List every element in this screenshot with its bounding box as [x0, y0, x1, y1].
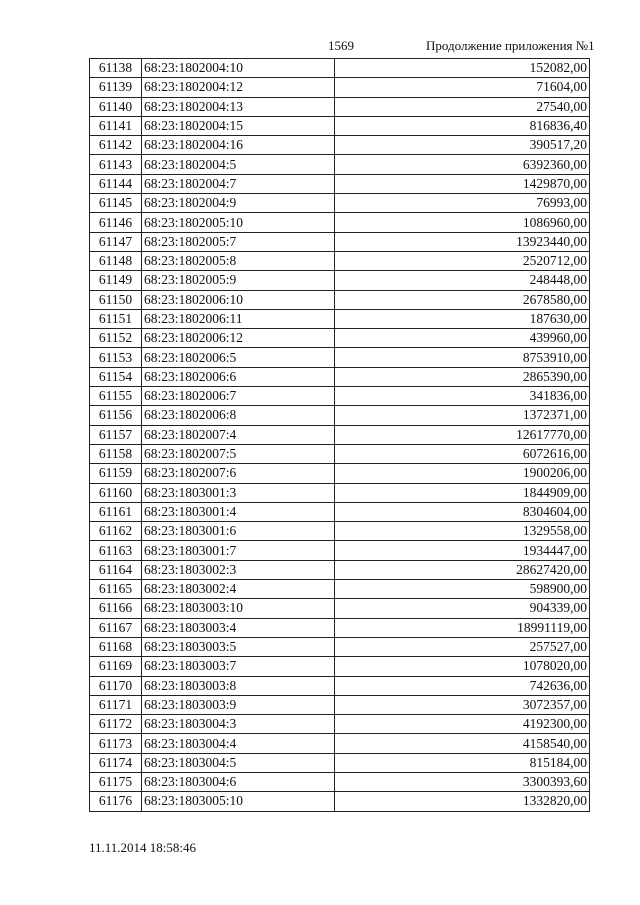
table-row — [90, 136, 590, 155]
row-number-cell: 61171 — [90, 695, 142, 714]
cadastral-value-cell: 6072616,00 — [335, 444, 590, 463]
cadastral-value-cell: 1086960,00 — [335, 213, 590, 232]
table-body — [90, 59, 590, 812]
cadastral-value-cell: 248448,00 — [335, 271, 590, 290]
row-number-cell: 61143 — [90, 155, 142, 174]
cadastral-value-cell: 28627420,00 — [335, 560, 590, 579]
table-row — [90, 406, 590, 425]
cadastral-value-cell: 1329558,00 — [335, 522, 590, 541]
row-number-cell: 61164 — [90, 560, 142, 579]
cadastral-number-cell: 68:23:1802006:12 — [142, 329, 335, 348]
table-row — [90, 541, 590, 560]
table-row — [90, 367, 590, 386]
cadastral-number-cell: 68:23:1802005:8 — [142, 251, 335, 270]
cadastral-value-cell: 152082,00 — [335, 59, 590, 78]
cadastral-number-cell: 68:23:1803004:4 — [142, 734, 335, 753]
row-number-cell: 61166 — [90, 599, 142, 618]
row-number-cell: 61151 — [90, 309, 142, 328]
cadastral-number-cell: 68:23:1802006:6 — [142, 367, 335, 386]
cadastral-number-cell: 68:23:1803001:7 — [142, 541, 335, 560]
row-number-cell: 61140 — [90, 97, 142, 116]
table-row — [90, 715, 590, 734]
print-timestamp: 11.11.2014 18:58:46 — [89, 840, 197, 855]
cadastral-number-cell: 68:23:1803003:4 — [142, 618, 335, 637]
cadastral-number-cell: 68:23:1802006:5 — [142, 348, 335, 367]
cadastral-number-cell: 68:23:1803002:4 — [142, 580, 335, 599]
table-row — [90, 772, 590, 791]
cadastral-value-table — [89, 58, 590, 812]
row-number-cell: 61159 — [90, 464, 142, 483]
cadastral-number-cell: 68:23:1803003:9 — [142, 695, 335, 714]
cadastral-value-cell: 816836,40 — [335, 116, 590, 135]
cadastral-number-cell: 68:23:1802004:10 — [142, 59, 335, 78]
cadastral-number-cell: 68:23:1803004:5 — [142, 753, 335, 772]
table-row — [90, 232, 590, 251]
cadastral-value-cell: 27540,00 — [335, 97, 590, 116]
cadastral-value-cell: 4158540,00 — [335, 734, 590, 753]
table-row — [90, 290, 590, 309]
row-number-cell: 61148 — [90, 251, 142, 270]
table-row — [90, 502, 590, 521]
row-number-cell: 61174 — [90, 753, 142, 772]
cadastral-number-cell: 68:23:1802006:8 — [142, 406, 335, 425]
cadastral-number-cell: 68:23:1803003:8 — [142, 676, 335, 695]
row-number-cell: 61173 — [90, 734, 142, 753]
row-number-cell: 61163 — [90, 541, 142, 560]
table-row — [90, 97, 590, 116]
row-number-cell: 61146 — [90, 213, 142, 232]
row-number-cell: 61150 — [90, 290, 142, 309]
cadastral-value-cell: 4192300,00 — [335, 715, 590, 734]
row-number-cell: 61153 — [90, 348, 142, 367]
table-row — [90, 78, 590, 97]
cadastral-value-cell: 1332820,00 — [335, 792, 590, 811]
row-number-cell: 61170 — [90, 676, 142, 695]
row-number-cell: 61160 — [90, 483, 142, 502]
cadastral-number-cell: 68:23:1802004:12 — [142, 78, 335, 97]
row-number-cell: 61144 — [90, 174, 142, 193]
cadastral-value-cell: 2678580,00 — [335, 290, 590, 309]
cadastral-value-cell: 257527,00 — [335, 637, 590, 656]
table-row — [90, 348, 590, 367]
cadastral-number-cell: 68:23:1802004:15 — [142, 116, 335, 135]
row-number-cell: 61161 — [90, 502, 142, 521]
table-row — [90, 387, 590, 406]
row-number-cell: 61147 — [90, 232, 142, 251]
cadastral-number-cell: 68:23:1802005:7 — [142, 232, 335, 251]
cadastral-number-cell: 68:23:1803003:10 — [142, 599, 335, 618]
table-row — [90, 753, 590, 772]
table-row — [90, 174, 590, 193]
cadastral-number-cell: 68:23:1802006:7 — [142, 387, 335, 406]
table-row — [90, 213, 590, 232]
row-number-cell: 61172 — [90, 715, 142, 734]
row-number-cell: 61141 — [90, 116, 142, 135]
row-number-cell: 61152 — [90, 329, 142, 348]
cadastral-number-cell: 68:23:1803003:5 — [142, 637, 335, 656]
row-number-cell: 61139 — [90, 78, 142, 97]
cadastral-value-cell: 18991119,00 — [335, 618, 590, 637]
cadastral-value-cell: 439960,00 — [335, 329, 590, 348]
row-number-cell: 61142 — [90, 136, 142, 155]
table-row — [90, 309, 590, 328]
cadastral-value-cell: 1934447,00 — [335, 541, 590, 560]
table-row — [90, 657, 590, 676]
cadastral-number-cell: 68:23:1802004:16 — [142, 136, 335, 155]
cadastral-number-cell: 68:23:1803004:3 — [142, 715, 335, 734]
table-row — [90, 155, 590, 174]
table-row — [90, 329, 590, 348]
cadastral-number-cell: 68:23:1802007:4 — [142, 425, 335, 444]
cadastral-number-cell: 68:23:1802006:10 — [142, 290, 335, 309]
page-number: 1569 — [328, 38, 354, 53]
table-row — [90, 444, 590, 463]
table-row — [90, 676, 590, 695]
cadastral-value-cell: 1372371,00 — [335, 406, 590, 425]
cadastral-value-cell: 1078020,00 — [335, 657, 590, 676]
table-row — [90, 695, 590, 714]
cadastral-number-cell: 68:23:1802007:6 — [142, 464, 335, 483]
row-number-cell: 61154 — [90, 367, 142, 386]
table-row — [90, 637, 590, 656]
row-number-cell: 61157 — [90, 425, 142, 444]
table-row — [90, 522, 590, 541]
table-row — [90, 194, 590, 213]
cadastral-number-cell: 68:23:1802004:9 — [142, 194, 335, 213]
cadastral-value-cell: 904339,00 — [335, 599, 590, 618]
cadastral-value-cell: 187630,00 — [335, 309, 590, 328]
cadastral-value-cell: 6392360,00 — [335, 155, 590, 174]
cadastral-number-cell: 68:23:1802007:5 — [142, 444, 335, 463]
row-number-cell: 61168 — [90, 637, 142, 656]
row-number-cell: 61169 — [90, 657, 142, 676]
table-row — [90, 464, 590, 483]
cadastral-number-cell: 68:23:1803004:6 — [142, 772, 335, 791]
table-row — [90, 560, 590, 579]
cadastral-value-cell: 3072357,00 — [335, 695, 590, 714]
cadastral-number-cell: 68:23:1802004:5 — [142, 155, 335, 174]
table-row — [90, 251, 590, 270]
row-number-cell: 61155 — [90, 387, 142, 406]
row-number-cell: 61176 — [90, 792, 142, 811]
table-row — [90, 271, 590, 290]
cadastral-number-cell: 68:23:1802004:13 — [142, 97, 335, 116]
cadastral-number-cell: 68:23:1802004:7 — [142, 174, 335, 193]
cadastral-value-cell: 598900,00 — [335, 580, 590, 599]
row-number-cell: 61167 — [90, 618, 142, 637]
cadastral-value-cell: 12617770,00 — [335, 425, 590, 444]
table-row — [90, 599, 590, 618]
cadastral-value-cell: 13923440,00 — [335, 232, 590, 251]
table-row — [90, 59, 590, 78]
row-number-cell: 61158 — [90, 444, 142, 463]
cadastral-number-cell: 68:23:1803005:10 — [142, 792, 335, 811]
cadastral-value-cell: 1429870,00 — [335, 174, 590, 193]
cadastral-number-cell: 68:23:1802005:9 — [142, 271, 335, 290]
cadastral-number-cell: 68:23:1803001:6 — [142, 522, 335, 541]
row-number-cell: 61149 — [90, 271, 142, 290]
table-row — [90, 116, 590, 135]
cadastral-value-cell: 8753910,00 — [335, 348, 590, 367]
cadastral-number-cell: 68:23:1803001:3 — [142, 483, 335, 502]
row-number-cell: 61156 — [90, 406, 142, 425]
cadastral-value-cell: 1900206,00 — [335, 464, 590, 483]
table-row — [90, 483, 590, 502]
table-row — [90, 425, 590, 444]
cadastral-number-cell: 68:23:1803003:7 — [142, 657, 335, 676]
cadastral-value-cell: 3300393,60 — [335, 772, 590, 791]
row-number-cell: 61165 — [90, 580, 142, 599]
cadastral-value-cell: 8304604,00 — [335, 502, 590, 521]
table-row — [90, 734, 590, 753]
row-number-cell: 61162 — [90, 522, 142, 541]
cadastral-number-cell: 68:23:1802005:10 — [142, 213, 335, 232]
row-number-cell: 61175 — [90, 772, 142, 791]
cadastral-value-cell: 742636,00 — [335, 676, 590, 695]
row-number-cell: 61145 — [90, 194, 142, 213]
cadastral-number-cell: 68:23:1802006:11 — [142, 309, 335, 328]
table-row — [90, 792, 590, 811]
cadastral-value-cell: 2520712,00 — [335, 251, 590, 270]
cadastral-value-cell: 341836,00 — [335, 387, 590, 406]
page-caption: Продолжение приложения №1 — [426, 38, 595, 53]
cadastral-value-cell: 2865390,00 — [335, 367, 590, 386]
cadastral-value-cell: 390517,20 — [335, 136, 590, 155]
table-row — [90, 618, 590, 637]
cadastral-value-cell: 76993,00 — [335, 194, 590, 213]
row-number-cell: 61138 — [90, 59, 142, 78]
cadastral-value-cell: 1844909,00 — [335, 483, 590, 502]
cadastral-value-cell: 815184,00 — [335, 753, 590, 772]
cadastral-number-cell: 68:23:1803001:4 — [142, 502, 335, 521]
table-row — [90, 580, 590, 599]
cadastral-value-cell: 71604,00 — [335, 78, 590, 97]
cadastral-number-cell: 68:23:1803002:3 — [142, 560, 335, 579]
